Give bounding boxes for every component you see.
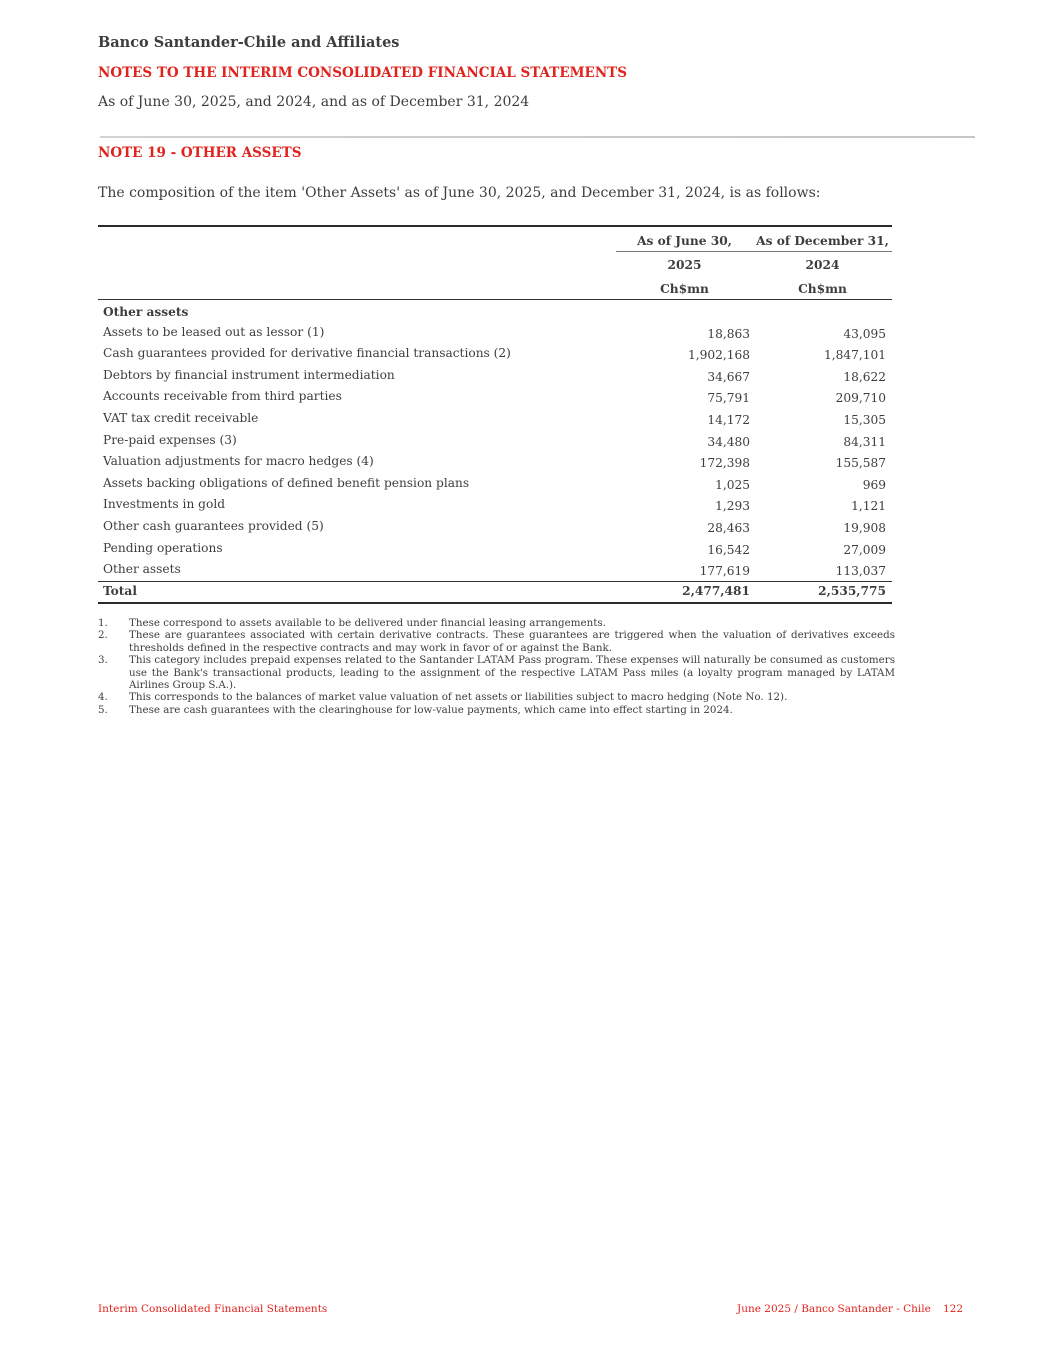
col1-period: As of June 30, (616, 227, 753, 252)
col2-unit: Ch$mn (798, 282, 847, 296)
row-value-2025: 34,480 (707, 434, 750, 449)
table-row (98, 473, 892, 495)
row-label: Valuation adjustments for macro hedges (4) (103, 454, 374, 469)
col1-unit: Ch$mn (660, 282, 709, 296)
footnote (98, 691, 895, 703)
notes-title: NOTES TO THE INTERIM CONSOLIDATED FINANCIAL STATEMENTS (98, 65, 627, 81)
row-value-2025: 14,172 (707, 412, 750, 427)
row-value-2024: 1,121 (851, 499, 886, 514)
total-value-2024: 2,535,775 (818, 583, 886, 598)
row-label: Accounts receivable from third parties (103, 389, 342, 404)
col1-year: 2025 (667, 258, 702, 272)
row-value-2024: 15,305 (843, 412, 886, 427)
table-row (98, 516, 892, 538)
total-row (98, 582, 892, 602)
footnote-number: 3. (98, 654, 108, 667)
table-row (98, 386, 892, 408)
row-value-2024: 155,587 (835, 456, 886, 471)
note-intro: The composition of the item 'Other Assets' as of June 30, 2025, and December 31, 2024, is as follows: (98, 185, 821, 201)
table-bottom-rule (98, 602, 892, 604)
note-heading: NOTE 19 - OTHER ASSETS (98, 145, 302, 161)
row-value-2025: 1,025 (715, 477, 750, 492)
row-value-2024: 113,037 (835, 564, 886, 579)
row-value-2025: 1,293 (715, 499, 750, 514)
total-value-2025: 2,477,481 (682, 583, 750, 598)
row-label: Cash guarantees provided for derivative financial transactions (2) (103, 346, 511, 361)
table-row (98, 322, 892, 344)
footnote (98, 704, 895, 716)
footnote-text: This corresponds to the balances of market value valuation of net assets or liabilities subject to macro hedging (Note No. 12). (129, 691, 788, 704)
row-value-2024: 27,009 (843, 542, 886, 557)
header-divider (100, 136, 975, 138)
header-row-year (98, 251, 892, 275)
table-row (98, 494, 892, 516)
row-label: VAT tax credit receivable (103, 410, 259, 425)
row-value-2024: 209,710 (835, 391, 886, 406)
table-row (98, 451, 892, 473)
footer-right: June 2025 / Banco Santander - Chile (737, 1303, 931, 1315)
footnote-number: 5. (98, 703, 108, 716)
row-value-2025: 28,463 (707, 520, 750, 535)
row-value-2024: 969 (862, 477, 886, 492)
page-number: 122 (943, 1303, 964, 1315)
as-of-date: As of June 30, 2025, and 2024, and as of December 31, 2024 (98, 94, 530, 110)
footnotes (98, 617, 895, 716)
footnote (98, 629, 895, 654)
footnote (98, 654, 895, 691)
row-value-2025: 34,667 (707, 369, 750, 384)
footnote-number: 4. (98, 691, 108, 704)
header-row-unit (98, 275, 892, 299)
row-value-2025: 177,619 (699, 564, 750, 579)
footer-left: Interim Consolidated Financial Statements (98, 1303, 328, 1315)
row-label: Other assets (103, 562, 181, 577)
col2-period: As of December 31, (753, 227, 892, 252)
row-label: Investments in gold (103, 497, 226, 512)
row-label: Pending operations (103, 540, 223, 555)
row-label: Assets backing obligations of defined benefit pension plans (103, 475, 470, 490)
footnote-text: These are cash guarantees with the clearinghouse for low-value payments, which came into effect starting in 2024. (129, 703, 733, 716)
col2-year: 2024 (805, 258, 840, 272)
row-label: Debtors by financial instrument intermediation (103, 367, 395, 382)
row-value-2025: 75,791 (707, 391, 750, 406)
footnote-text: These are guarantees associated with certain derivative contracts. These guarantees are triggered when the valuation of derivatives exceeds thresholds defined in the respective contracts and may work in favor of or against the Bank. (129, 629, 895, 654)
footnote (98, 617, 895, 629)
row-value-2024: 18,622 (843, 369, 886, 384)
table-row (98, 365, 892, 387)
footnote-number: 1. (98, 617, 108, 629)
row-label: Other cash guarantees provided (5) (103, 518, 324, 533)
table-row (98, 408, 892, 430)
table-row (98, 538, 892, 560)
row-value-2024: 43,095 (843, 326, 886, 341)
table-row (98, 430, 892, 452)
total-label: Total (103, 583, 137, 598)
row-value-2025: 1,902,168 (687, 348, 750, 363)
row-value-2024: 1,847,101 (823, 348, 886, 363)
table-row (98, 343, 892, 365)
row-value-2024: 84,311 (843, 434, 886, 449)
company-name: Banco Santander-Chile and Affiliates (98, 34, 400, 51)
row-value-2025: 16,542 (707, 542, 750, 557)
table-row (98, 559, 892, 581)
section-label: Other assets (103, 305, 189, 319)
header-row-period (98, 227, 892, 251)
other-assets-table (98, 225, 892, 604)
section-row (98, 300, 892, 322)
row-label: Assets to be leased out as lessor (1) (103, 324, 325, 339)
row-label: Pre-paid expenses (3) (103, 432, 237, 447)
row-value-2025: 172,398 (699, 456, 750, 471)
footnote-number: 2. (98, 629, 108, 642)
footnote-text: This category includes prepaid expenses related to the Santander LATAM Pass program. These expenses will naturally be consumed as customers use the Bank's transactional products, leading to the assignment of the respective LATAM Pass miles (a loyalty program managed by LATAM Airlines Group S.A.). (129, 654, 895, 692)
row-value-2024: 19,908 (843, 520, 886, 535)
row-value-2025: 18,863 (707, 326, 750, 341)
footnote-text: These correspond to assets available to be delivered under financial leasing arrangements. (129, 617, 606, 629)
